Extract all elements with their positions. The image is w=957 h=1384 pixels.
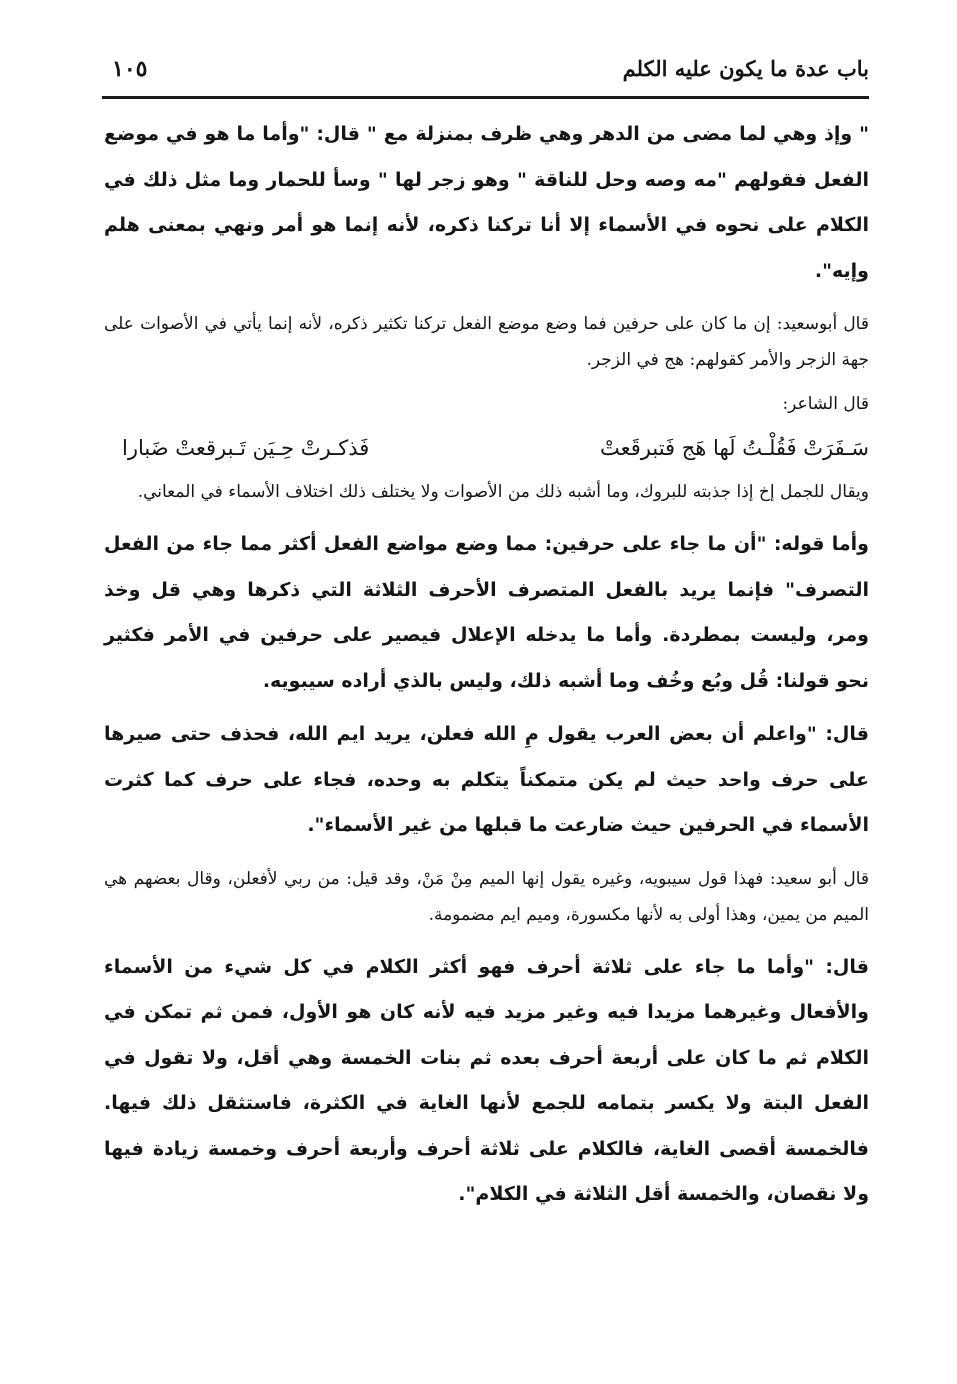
paragraph-7: قال: "وأما ما جاء على ثلاثة أحرف فهو أكثر الكلام في كل شيء من الأسماء والأفعال وغيرهما مزيدا فيه وغير مزيد فيه لأنه كان هو الأول، فمن ثم تمكن في الكلام ثم ما كان على أربعة أحرف بعده ثم بنات الخمسة وهي أقل، ولا تقول في الفعل البتة ولا يكسر بتمامه للجمع لأنها الغاية في الكثرة، فاستثقل ذلك فيها. فالخمسة أقصى الغاية، فالكلام على ثلاثة أحرف وأربعة أحرف وخمسة زيادة فيها ولا نقصان، والخمسة أقل الثلاثة في الكلام". xyxy=(104,955,869,1205)
paragraph-1: " وإذ وهي لما مضى من الدهر وهي ظرف بمنزلة مع " قال: "وأما ما هو في موضع الفعل فقولهم "مه وصه وحل للناقة " وهو زجر لها " وسأ للحمار وما مثل ذلك في الكلام على نحوه في الأسماء إلا أنا تركنا ذكره، لأنه إنما هو أمر ونهي بمعنى هلم وإيه". xyxy=(104,123,869,282)
poet-intro: قال الشاعر: xyxy=(782,394,869,414)
page-number: ١٠٥ xyxy=(112,56,148,82)
page-header xyxy=(104,50,869,96)
poetry-verse xyxy=(104,422,869,474)
paragraph-4: وأما قوله: "أن ما جاء على حرفين: مما وضع مواضع الفعل أكثر مما جاء من الفعل التصرف" فإنما يريد بالفعل المتصرف الأحرف الثلاثة التي ذكرها وهي قل وخذ ومر، وليست بمطردة. وأما ما يدخله الإعلال فيصير على حرفين في الأمر فكثير نحو قولنا: قُل وبُع وخُف وما أشبه ذلك، وليس بالذي أراده سيبويه. xyxy=(104,533,869,692)
verse-first-hemistich: سَـفَرَتْ فَقُلْـتُ لَها هَج فَتبرقَعتْ xyxy=(599,436,869,460)
header-divider xyxy=(102,96,869,99)
paragraph-3: ويقال للجمل إخ إذا جذبته للبروك، وما أشبه ذلك من الأصوات ولا يختلف ذلك اختلاف الأسماء في المعاني. xyxy=(137,482,869,502)
paragraph-2: قال أبوسعيد: إن ما كان على حرفين فما وضع موضع الفعل تركنا تكثير ذكره، لأنه إنما يأتي في الأصوات على جهة الزجر والأمر كقولهم: هج في الزجر. xyxy=(104,314,869,370)
verse-second-hemistich: فَذكـرتْ حِـيَن تَـبرقعتْ ضَبارا xyxy=(122,436,370,460)
paragraph-6: قال أبو سعيد: فهذا قول سيبويه، وغيره يقول إنها الميم مِنْ مَنْ، وقد قيل: من ربي لأفعلن، وقال بعضهم هي الميم من يمين، وهذا أولى به لأنها مكسورة، وميم ايم مضمومة. xyxy=(104,868,869,925)
paragraph-5: قال: "واعلم أن بعض العرب يقول مِ الله فعلن، يريد ايم الله، فحذف حتى صيرها على حرف واحد حيث لم يكن متمكناً يتكلم به وحده، فجاء على حرف كما كثرت الأسماء في الحرفين حيث ضارعت ما قبلها من غير الأسماء". xyxy=(104,723,869,836)
chapter-title: باب عدة ما يكون عليه الكلم xyxy=(622,56,869,81)
page-body xyxy=(104,112,869,1218)
